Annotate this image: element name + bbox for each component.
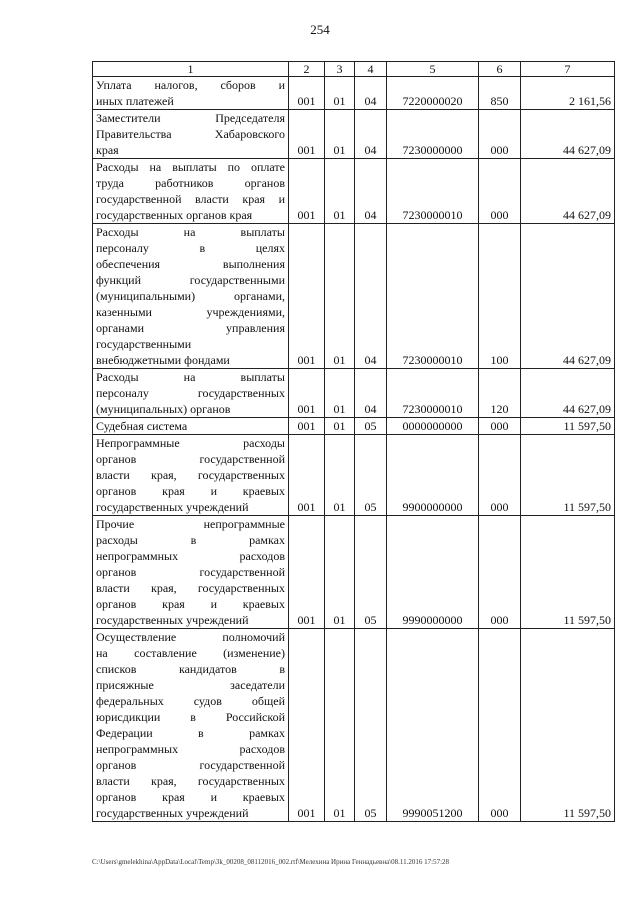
row-section-code: 01 — [325, 159, 355, 224]
row-admin-code: 001 — [289, 516, 325, 629]
row-name-line: государственных учреждений — [96, 500, 249, 514]
row-expense-type: 000 — [479, 159, 521, 224]
row-name-line: органов государственной — [96, 758, 285, 772]
table-row — [93, 224, 615, 369]
row-name-line: Заместители Председателя — [96, 111, 285, 125]
row-amount: 44 627,09 — [521, 224, 615, 369]
row-expense-type: 000 — [479, 110, 521, 159]
row-expense-type: 000 — [479, 418, 521, 435]
row-admin-code: 001 — [289, 369, 325, 418]
row-target-article: 7230000000 — [387, 110, 479, 159]
row-name-line: Прочие непрограммные — [96, 517, 285, 531]
row-name-line: (муниципальных) органов — [96, 402, 231, 416]
row-amount: 11 597,50 — [521, 516, 615, 629]
row-name-line: расходы в рамках — [96, 533, 285, 547]
row-subsection-code: 04 — [355, 159, 387, 224]
row-amount: 11 597,50 — [521, 629, 615, 822]
row-section-code: 01 — [325, 516, 355, 629]
row-amount: 11 597,50 — [521, 418, 615, 435]
row-name-line: государственными — [96, 337, 192, 351]
row-admin-code: 001 — [289, 159, 325, 224]
row-subsection-code: 05 — [355, 418, 387, 435]
row-name-line: Федерации в рамках — [96, 726, 285, 740]
row-name-line: труда работников органов — [96, 176, 285, 190]
row-expense-type: 100 — [479, 224, 521, 369]
row-subsection-code: 04 — [355, 77, 387, 110]
row-name-line: государственных учреждений — [96, 806, 249, 820]
row-subsection-code: 04 — [355, 224, 387, 369]
row-name — [93, 77, 289, 110]
table-row — [93, 435, 615, 516]
table-row — [93, 516, 615, 629]
row-expense-type: 000 — [479, 516, 521, 629]
row-name-line: Осуществление полномочий — [96, 630, 285, 644]
row-expense-type: 120 — [479, 369, 521, 418]
row-name-line: (муниципальными) органами, — [96, 289, 285, 303]
row-name-line: казенными учреждениями, — [96, 305, 285, 319]
row-target-article: 7230000010 — [387, 224, 479, 369]
row-name — [93, 159, 289, 224]
row-name-line: края — [96, 143, 119, 157]
row-name-line: государственных органов края — [96, 208, 253, 222]
row-subsection-code: 05 — [355, 435, 387, 516]
row-name-line: органов края и краевых — [96, 484, 285, 498]
row-name-line: власти края, государственных — [96, 581, 285, 595]
row-name-line: органов края и краевых — [96, 790, 285, 804]
row-name-line: присяжные заседатели — [96, 678, 285, 692]
row-subsection-code: 04 — [355, 369, 387, 418]
row-target-article: 7230000010 — [387, 159, 479, 224]
table-row — [93, 629, 615, 822]
row-name-line: власти края, государственных — [96, 774, 285, 788]
row-expense-type: 850 — [479, 77, 521, 110]
table-row — [93, 369, 615, 418]
row-amount: 44 627,09 — [521, 369, 615, 418]
row-name-line: Правительства Хабаровского — [96, 127, 285, 141]
row-name-line: Расходы на выплаты по оплате — [96, 160, 285, 174]
row-name — [93, 110, 289, 159]
row-section-code: 01 — [325, 77, 355, 110]
row-section-code: 01 — [325, 629, 355, 822]
row-amount: 2 161,56 — [521, 77, 615, 110]
row-subsection-code: 04 — [355, 110, 387, 159]
row-name-line: государственных учреждений — [96, 613, 249, 627]
row-name-line: непрограммных расходов — [96, 549, 285, 563]
row-target-article: 7220000020 — [387, 77, 479, 110]
header-col-1: 1 — [93, 62, 289, 77]
row-name — [93, 418, 289, 435]
row-name-line: непрограммных расходов — [96, 742, 285, 756]
row-name-line: органов государственной — [96, 565, 285, 579]
row-expense-type: 000 — [479, 435, 521, 516]
row-expense-type: 000 — [479, 629, 521, 822]
row-name-line: Уплата налогов, сборов и — [96, 78, 285, 92]
header-col-3: 3 — [325, 62, 355, 77]
row-name-line: внебюджетными фондами — [96, 353, 230, 367]
footer-file-path: C:\Users\gmelekhina\AppData\Local\Temp\3k_00208_08112016_002.rtf\Мелехина Ирина Геннадьевна\08.11.2016 17:57:28 — [92, 858, 450, 866]
row-admin-code: 001 — [289, 110, 325, 159]
row-name-line: Расходы на выплаты — [96, 225, 285, 239]
row-admin-code: 001 — [289, 418, 325, 435]
row-admin-code: 001 — [289, 77, 325, 110]
table-row — [93, 77, 615, 110]
row-name-line: на составление (изменение) — [96, 646, 285, 660]
row-name-line: юрисдикции в Российской — [96, 710, 285, 724]
row-name-line: персоналу государственных — [96, 386, 285, 400]
row-name-line: органами управления — [96, 321, 285, 335]
row-amount: 44 627,09 — [521, 110, 615, 159]
row-target-article: 9990000000 — [387, 516, 479, 629]
row-admin-code: 001 — [289, 435, 325, 516]
row-name-line: органов государственной — [96, 452, 285, 466]
row-section-code: 01 — [325, 369, 355, 418]
budget-table — [92, 61, 615, 822]
table-row — [93, 418, 615, 435]
row-name-line: обеспечения выполнения — [96, 257, 285, 271]
row-name-line: Судебная система — [96, 419, 188, 433]
row-section-code: 01 — [325, 224, 355, 369]
row-subsection-code: 05 — [355, 629, 387, 822]
page-number: 254 — [310, 22, 330, 37]
row-amount: 44 627,09 — [521, 159, 615, 224]
header-col-2: 2 — [289, 62, 325, 77]
row-name-line: функций государственными — [96, 273, 285, 287]
table-body — [93, 77, 615, 822]
row-admin-code: 001 — [289, 224, 325, 369]
row-target-article: 9900000000 — [387, 435, 479, 516]
row-name-line: списков кандидатов в — [96, 662, 285, 676]
row-section-code: 01 — [325, 418, 355, 435]
header-col-7: 7 — [521, 62, 615, 77]
row-name — [93, 516, 289, 629]
row-name — [93, 224, 289, 369]
row-name-line: государственной власти края и — [96, 192, 285, 206]
row-subsection-code: 05 — [355, 516, 387, 629]
row-amount: 11 597,50 — [521, 435, 615, 516]
row-name-line: Расходы на выплаты — [96, 370, 285, 384]
header-col-4: 4 — [355, 62, 387, 77]
row-name — [93, 369, 289, 418]
row-target-article: 9990051200 — [387, 629, 479, 822]
header-row — [93, 62, 615, 77]
row-section-code: 01 — [325, 110, 355, 159]
table-row — [93, 159, 615, 224]
row-name — [93, 629, 289, 822]
table-row — [93, 110, 615, 159]
row-target-article: 7230000010 — [387, 369, 479, 418]
row-name-line: федеральных судов общей — [96, 694, 285, 708]
header-col-6: 6 — [479, 62, 521, 77]
row-name-line: Непрограммные расходы — [96, 436, 285, 450]
row-name-line: органов края и краевых — [96, 597, 285, 611]
row-name-line: персоналу в целях — [96, 241, 285, 255]
row-name — [93, 435, 289, 516]
row-admin-code: 001 — [289, 629, 325, 822]
row-target-article: 0000000000 — [387, 418, 479, 435]
row-name-line: иных платежей — [96, 94, 174, 108]
row-section-code: 01 — [325, 435, 355, 516]
row-name-line: власти края, государственных — [96, 468, 285, 482]
header-col-5: 5 — [387, 62, 479, 77]
